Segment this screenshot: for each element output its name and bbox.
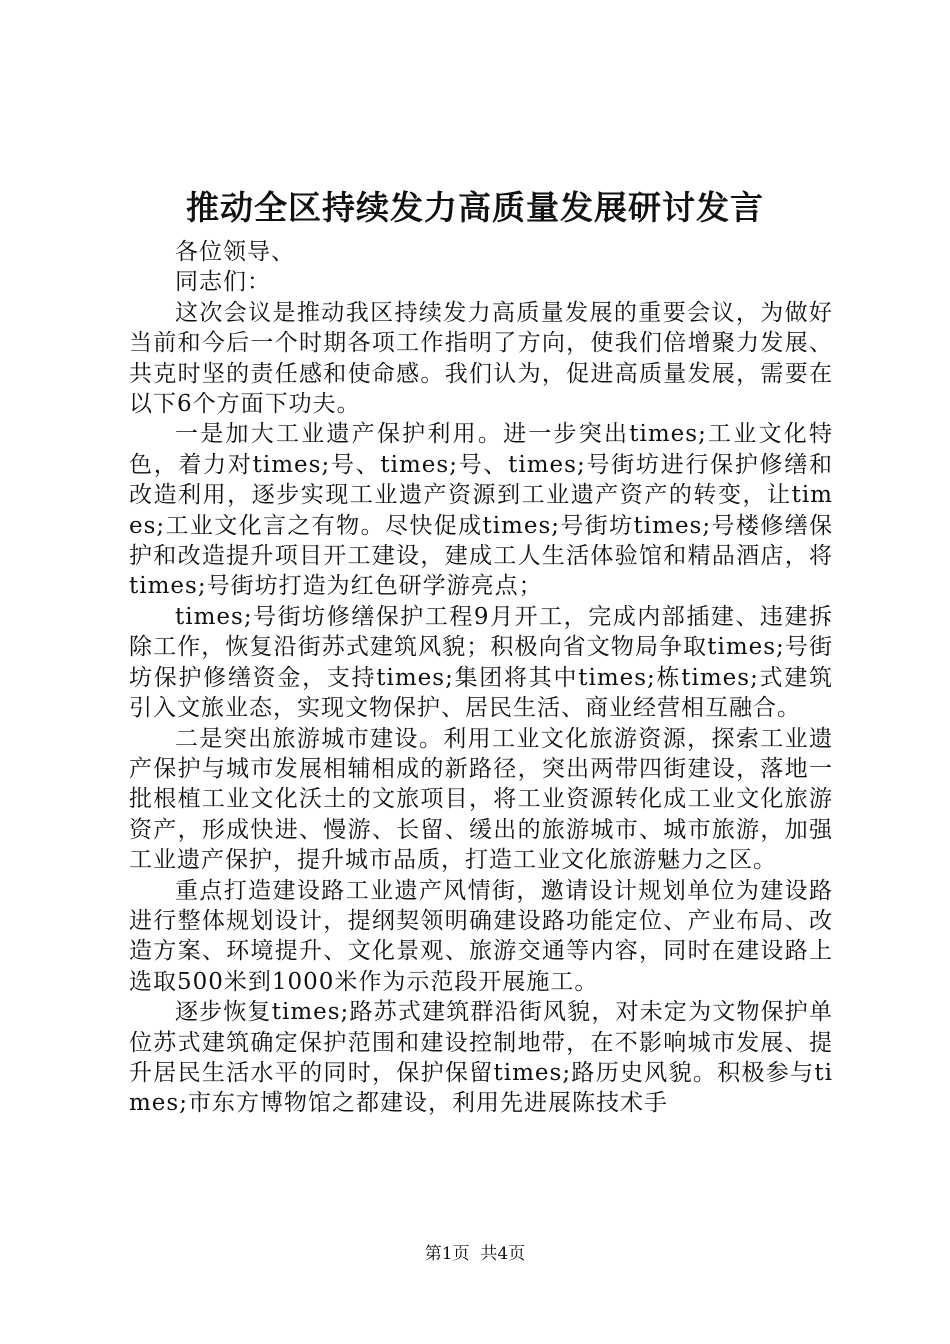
salutation-line-1: 各位领导、 (175, 239, 295, 265)
paragraph-intro: 这次会议是推动我区持续发力高质量发展的重要会议，为做好当前和今后一个时期各项工作指明了方向，使我们倍增聚力发展、共克时坚的责任感和使命感。我们认为，促进高质量发展，需要在以下6个方面下功夫。 (129, 299, 833, 418)
page-number: 第1页 (424, 1244, 470, 1264)
paragraph-point-1: 一是加大工业遗产保护利用。进一步突出times;工业文化特色，着力对times;号、times;号、times;号街坊进行保护修缮和改造利用，逐步实现工业遗产资源到工业遗产资产的转变，让times;工业文化言之有物。尽快促成times;号街坊times;号楼修缮保护和改造提升项目开工建设，建成工人生活体验馆和精品酒店，将times;号街坊打造为红色研学游亮点； (129, 421, 833, 600)
paragraph-point-2-detail: 重点打造建设路工业遗产风情街，邀请设计规划单位为建设路进行整体规划设计，提纲契领明确建设路功能定位、产业布局、改造方案、环境提升、文化景观、旅游交通等内容，同时在建设路上选取500米到1000米作为示范段开展施工。 (129, 877, 833, 995)
salutation-line-2: 同志们： (175, 269, 271, 296)
paragraph-point-1-detail: times;号街坊修缮保护工程9月开工，完成内部插建、违建拆除工作，恢复沿街苏式建筑风貌；积极向省文物局争取times;号街坊保护修缮资金，支持times;集团将其中times;栋times;式建筑引入文旅业态，实现文物保护、居民生活、商业经营相互融合。 (129, 603, 833, 722)
paragraph-point-2-detail-2: 逐步恢复times;路苏式建筑群沿街风貌，对未定为文物保护单位苏式建筑确定保护范围和建设控制地带，在不影响城市发展、提升居民生活水平的同时，保护保留times;路历史风貌。积极参与times;市东方博物馆之都建设，利用先进展陈技术手 (129, 999, 833, 1117)
page-total: 共4页 (480, 1244, 526, 1264)
paragraph-point-2: 二是突出旅游城市建设。利用工业文化旅游资源，探索工业遗产保护与城市发展相辅相成的新路径，突出两带四街建设，落地一批根植工业文化沃土的文旅项目，将工业资源转化成工业文化旅游资产，形成快进、慢游、长留、缓出的旅游城市、城市旅游，加强工业遗产保护，提升城市品质，打造工业文化旅游魅力之区。 (129, 725, 833, 874)
document-body (129, 237, 833, 1119)
page-footer (0, 1242, 950, 1266)
document-title: 推动全区持续发力高质量发展研讨发言 (186, 188, 764, 227)
